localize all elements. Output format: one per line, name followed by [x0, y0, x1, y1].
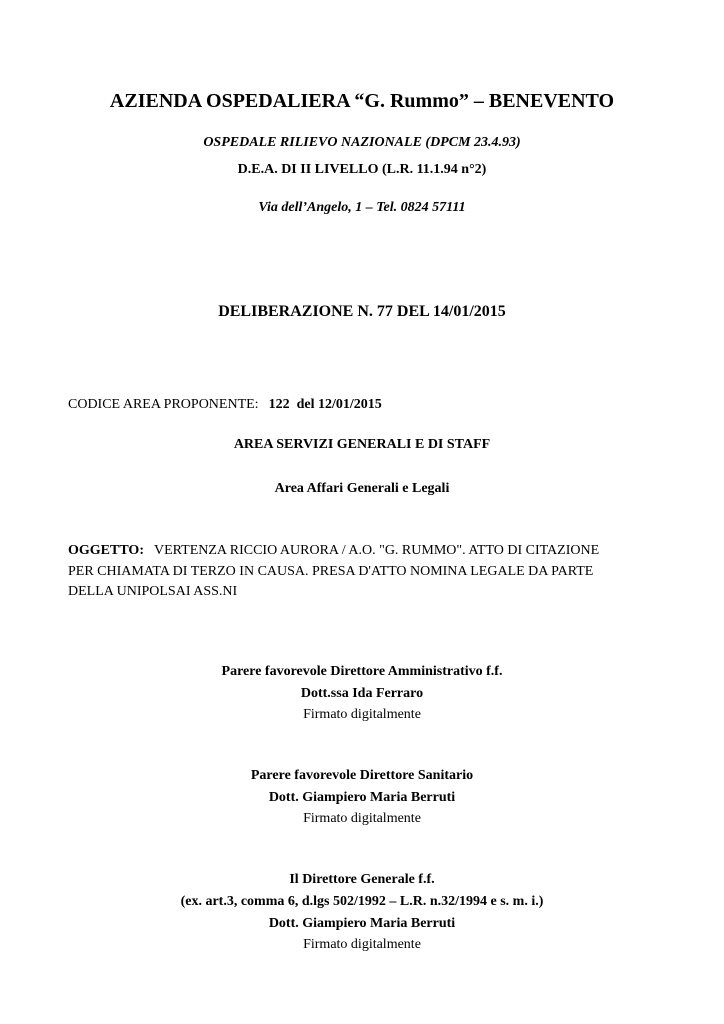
area-servizi-heading: AREA SERVIZI GENERALI E DI STAFF	[233, 437, 491, 452]
signature-1-role: Parere favorevole Direttore Amministrativo f.f.	[221, 664, 503, 679]
oggetto-line-1	[68, 541, 658, 562]
oggetto-text-1: VERTENZA RICCIO AURORA / A.O. "G. RUMMO". ATTO DI CITAZIONE	[153, 543, 600, 558]
signature-3-role: Il Direttore Generale f.f.	[289, 872, 435, 887]
hospital-subtitle-dea: D.E.A. DI II LIVELLO (L.R. 11.1.94 n°2)	[237, 162, 487, 177]
oggetto-line-2: PER CHIAMATA DI TERZO IN CAUSA. PRESA D'ATTO NOMINA LEGALE DA PARTE	[68, 563, 594, 579]
area-affari-heading: Area Affari Generali e Legali	[274, 481, 450, 496]
signature-1-digital: Firmato digitalmente	[303, 707, 421, 722]
deliberation-number: DELIBERAZIONE N. 77 DEL 14/01/2015	[218, 303, 506, 320]
signature-3-legal-note: (ex. art.3, comma 6, d.lgs 502/1992 – L.R. n.32/1994 e s. m. i.)	[180, 894, 544, 909]
hospital-title: AZIENDA OSPEDALIERA “G. Rummo” – BENEVENTO	[109, 90, 615, 112]
hospital-address: Via dell’Angelo, 1 – Tel. 0824 57111	[258, 200, 466, 215]
oggetto-block	[68, 541, 658, 603]
codice-area-label: CODICE AREA PROPONENTE:	[68, 397, 259, 412]
signature-1-name: Dott.ssa Ida Ferraro	[300, 686, 424, 701]
signature-3-digital: Firmato digitalmente	[303, 937, 421, 952]
codice-area-proponente	[68, 397, 382, 413]
signature-2-name: Dott. Giampiero Maria Berruti	[268, 790, 456, 805]
signature-2-digital: Firmato digitalmente	[303, 811, 421, 826]
oggetto-label: OGGETTO:	[68, 543, 144, 558]
hospital-subtitle-rilievo: OSPEDALE RILIEVO NAZIONALE (DPCM 23.4.93)	[203, 135, 521, 150]
signature-3-name: Dott. Giampiero Maria Berruti	[268, 916, 456, 931]
signature-2-role: Parere favorevole Direttore Sanitario	[250, 768, 474, 783]
oggetto-line-3: DELLA UNIPOLSAI ASS.NI	[68, 584, 238, 599]
codice-area-value: 122 del 12/01/2015	[268, 397, 382, 412]
